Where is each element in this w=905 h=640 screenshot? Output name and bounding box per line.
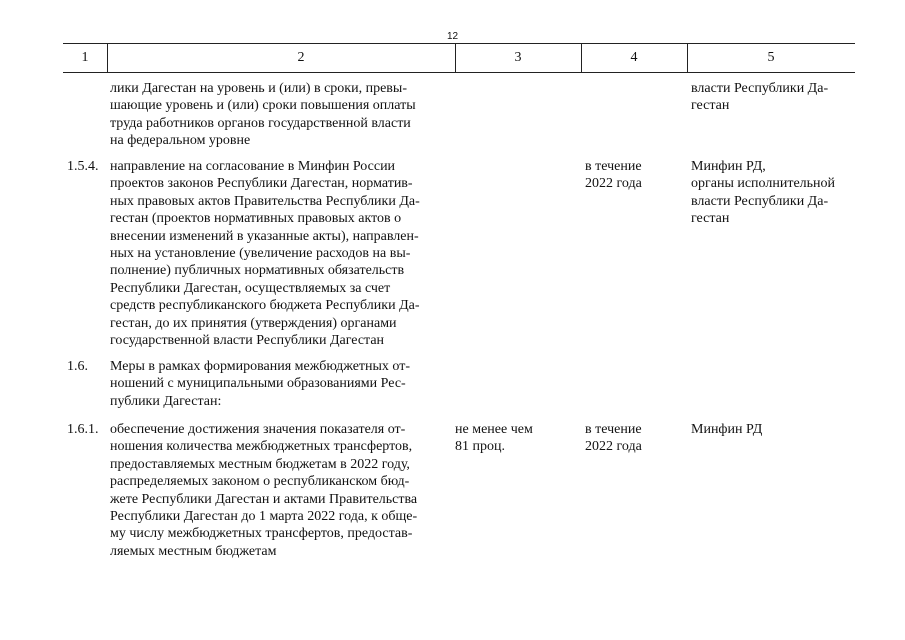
row-responsible: Минфин РД, органы исполнительной власти Республики Да- гестан <box>691 159 836 227</box>
row-deadline: в течение 2022 года <box>585 422 642 455</box>
page-number: 12 <box>446 31 459 42</box>
row-responsible: власти Республики Да- гестан <box>691 81 829 114</box>
row-number: 1.6.1. <box>67 422 99 437</box>
header-col-2: 2 <box>297 50 305 65</box>
header-col-1: 1 <box>81 50 89 65</box>
header-col-3: 3 <box>514 50 522 65</box>
row-responsible: Минфин РД <box>691 422 763 437</box>
row-description: направление на согласование в Минфин России проектов законов Республики Дагестан, норматив- ных правовых актов Правительства Республики Да- гестан (проектов нормативных правовых актов о внесении изменений в указанные акты), направлен- ных на установление (увеличение расходов на вы- полнение) публичных нормативных обязательств Республики Дагестан, осуществляемых за счет средств республиканского бюджета Республики Да- гестан, до их принятия (утверждения) органами государственной власти Республики Дагестан <box>110 159 420 349</box>
row-description: лики Дагестан на уровень и (или) в сроки, превы- шающие уровень и (или) сроки повышения оплаты труда работников органов государственной власти на федеральном уровне <box>110 81 416 149</box>
row-deadline: в течение 2022 года <box>585 159 642 192</box>
row-number: 1.5.4. <box>67 159 99 174</box>
table-header <box>63 43 855 73</box>
row-description: Меры в рамках формирования межбюджетных от- ношений с муниципальными образованиями Рес- публики Дагестан: <box>110 359 411 409</box>
header-col-5: 5 <box>767 50 775 65</box>
header-col-4: 4 <box>630 50 638 65</box>
row-indicator: не менее чем 81 проц. <box>455 422 533 455</box>
row-description: обеспечение достижения значения показателя от- ношения количества межбюджетных трансфертов, предоставляемых местным бюджетам в 2022 году, распределяемых законом о республиканском бюд- жете Республики Дагестан и актами Правительства Республики Дагестан до 1 марта 2022 года, к обще- му числу межбюджетных трансфертов, предостав- ляемых местным бюджетам <box>110 422 418 559</box>
row-number: 1.6. <box>67 359 88 374</box>
